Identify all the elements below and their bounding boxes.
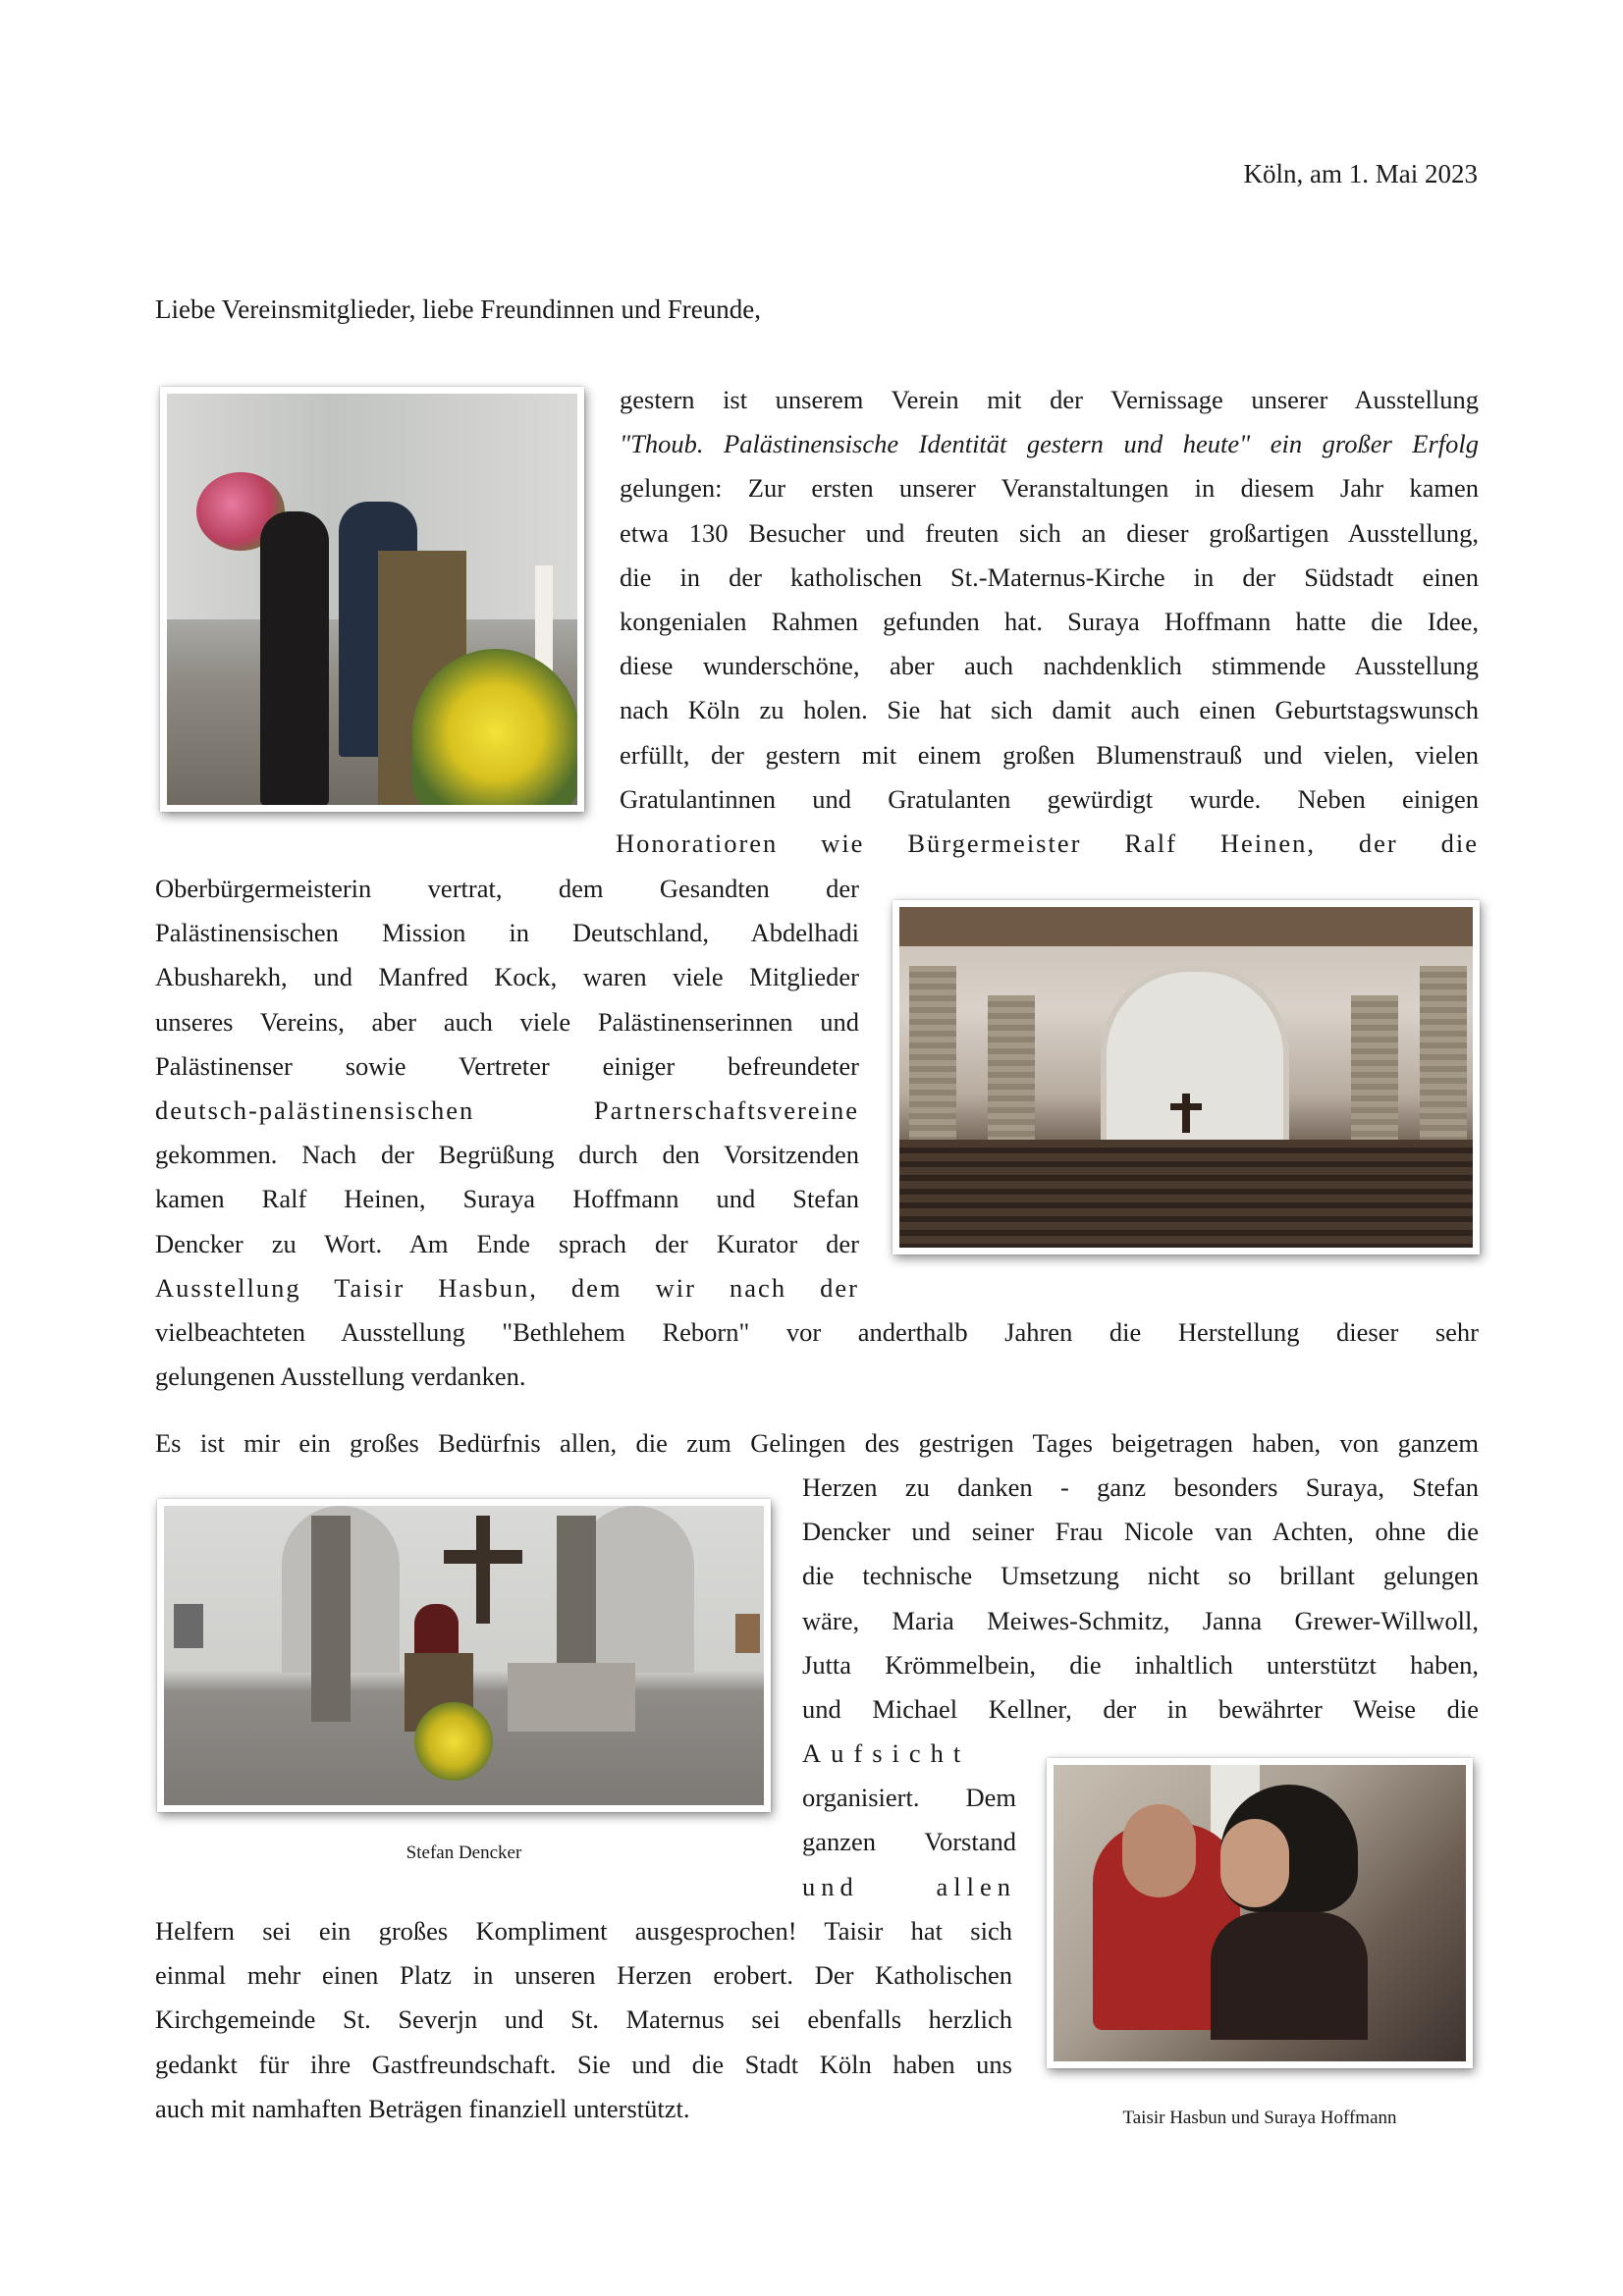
paragraph2-right [802, 1466, 1479, 1732]
paragraph1-right [616, 378, 1479, 866]
text-line: Jutta Krömmelbein, die inhaltlich unterstützt haben, [802, 1649, 1479, 1680]
text-line: kamen Ralf Heinen, Suraya Hoffmann und Stefan [155, 1184, 859, 1214]
photo-image [1054, 1765, 1466, 2061]
text-line: erfüllt, der gestern mit einem großen Blumenstrauß und vielen, vielen [620, 739, 1479, 770]
text-line: Herzen zu danken - ganz besonders Suraya, Stefan [802, 1472, 1479, 1502]
text-line: gekommen. Nach der Begrüßung durch den Vorsitzenden [155, 1140, 859, 1170]
photo-image [164, 1506, 764, 1805]
text-line: deutsch-palästinensischen Partnerschaftsvereine [155, 1095, 859, 1125]
text-line: Abusharekh, und Manfred Kock, waren viele Mitglieder [155, 962, 859, 992]
text-line: nach Köln zu holen. Sie hat sich damit auch einen Geburtstagswunsch [620, 695, 1479, 725]
text-line: die in der katholischen St.-Maternus-Kirche in der Südstadt einen [620, 561, 1479, 592]
text-line: diese wunderschöne, aber auch nachdenklich stimmende Ausstellung [620, 651, 1479, 681]
text-line: Gratulantinnen und Gratulanten gewürdigt wurde. Neben einigen [620, 783, 1479, 814]
greeting: Liebe Vereinsmitglieder, liebe Freundinnen und Freunde, [155, 294, 762, 324]
text-line: Es ist mir ein großes Bedürfnis allen, die zum Gelingen des gestrigen Tages beigetragen haben, von ganzem [155, 1428, 1479, 1458]
photo-church-nave [893, 900, 1480, 1255]
text-line: gestern ist unserem Verein mit der Vernissage unserer Ausstellung [620, 385, 1479, 414]
paragraph2-narrow [802, 1732, 1016, 1909]
text-line: Oberbürgermeisterin vertrat, dem Gesandten der [155, 874, 859, 903]
photo-welcome-flowers [160, 387, 584, 812]
text-line: gelungen: Zur ersten unserer Veranstaltungen in diesem Jahr kamen [620, 473, 1479, 504]
text-line: und Michael Kellner, der in bewährter Weise die [802, 1693, 1479, 1724]
text-line: und allen [802, 1871, 1016, 1901]
text-line: Palästinensischen Mission in Deutschland, Abdelhadi [155, 918, 859, 948]
paragraph1-full [155, 1310, 1479, 1399]
text-line: Ausstellung Taisir Hasbun, dem wir nach der [155, 1272, 859, 1303]
paragraph2-first [155, 1421, 1479, 1466]
text-line: Palästinenser sowie Vertreter einiger befreundeter [155, 1050, 859, 1081]
text-line: Helfern sei ein großes Kompliment ausgesprochen! Taisir hat sich [155, 1916, 1012, 1946]
text-line: Kirchgemeinde St. Severjn und St. Maternus sei ebenfalls herzlich [155, 2004, 1012, 2035]
text-line: ganzen Vorstand [802, 1827, 1016, 1857]
text-line: einmal mehr einen Platz in unseren Herzen erobert. Der Katholischen [155, 1960, 1012, 1991]
text-line: kongenialen Rahmen gefunden hat. Suraya Hoffmann hatte die Idee, [620, 606, 1479, 636]
paragraph2-left [155, 1909, 1012, 2131]
photo-hasbun-hoffmann [1047, 1758, 1473, 2068]
caption-photo4: Taisir Hasbun und Suraya Hoffmann [1122, 2108, 1397, 2128]
text-line: "Thoub. Palästinensische Identität gestern und heute" ein großer Erfolg [620, 429, 1479, 459]
letter-date: Köln, am 1. Mai 2023 [1243, 159, 1478, 188]
photo-stefan-dencker [157, 1499, 771, 1812]
paragraph1-left [155, 867, 859, 1310]
text-line: wäre, Maria Meiwes-Schmitz, Janna Grewer-Willwoll, [802, 1605, 1479, 1635]
text-line: gedankt für ihre Gastfreundschaft. Sie und die Stadt Köln haben uns [155, 2049, 1012, 2079]
caption-photo3: Stefan Dencker [406, 1842, 522, 1863]
text-line: gelungenen Ausstellung verdanken. [155, 1362, 526, 1392]
text-line: etwa 130 Besucher und freuten sich an dieser großartigen Ausstellung, [620, 517, 1479, 548]
text-line: Honoratioren wie Bürgermeister Ralf Heinen, der die [616, 828, 1479, 858]
photo-image [899, 907, 1473, 1248]
text-line: vielbeachteten Ausstellung "Bethlehem Reborn" vor anderthalb Jahren die Herstellung dieser sehr [155, 1317, 1479, 1347]
text-line: unseres Vereins, aber auch viele Palästinenserinnen und [155, 1006, 859, 1037]
text-line: Dencker und seiner Frau Nicole van Achten, ohne die [802, 1517, 1479, 1547]
text-line: die technische Umsetzung nicht so brillant gelungen [802, 1561, 1479, 1591]
text-line: Dencker zu Wort. Am Ende sprach der Kurator der [155, 1228, 859, 1258]
text-line: Aufsicht [802, 1738, 971, 1768]
text-line: auch mit namhaften Beträgen finanziell unterstützt. [155, 2093, 690, 2123]
photo-image [167, 394, 577, 805]
text-line: organisiert. Dem [802, 1783, 1016, 1813]
